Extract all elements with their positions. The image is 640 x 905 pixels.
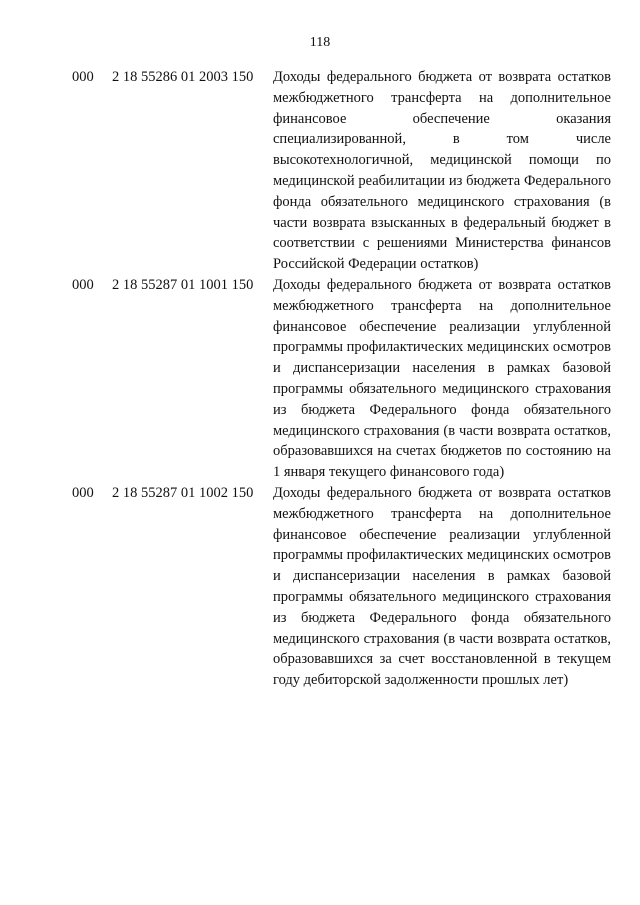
administrator-code: 000 xyxy=(72,484,94,501)
budget-code-table xyxy=(0,67,640,691)
income-description: Доходы федерального бюджета от возврата остатков межбюджетного трансферта на дополнительное финансовое обеспечение оказания специализированной, в том числе высокотехнологичной, медицинской помощи по медицинской реабилитации из бюджета Федерального фонда обязательного медицинского страхования (в части возврата взысканных в федеральный бюджет в соответствии с решениями Министерства финансов Российской Федерации остатков) xyxy=(273,69,611,273)
administrator-code: 000 xyxy=(72,69,94,85)
income-description: Доходы федерального бюджета от возврата остатков межбюджетного трансферта на дополнительное финансовое обеспечение реализации углубленной программы профилактических медицинских осмотров и диспансеризации населения в рамках базовой программы обязательного медицинского страхования из бюджета Федерального фонда обязательного медицинского страхования (в части возврата остатков, образовавшихся на счетах бюджетов по состоянию на 1 января текущего финансового года) xyxy=(273,276,611,481)
table-row xyxy=(0,67,640,275)
table-row xyxy=(0,275,640,483)
classification-code: 2 18 55287 01 1002 150 xyxy=(112,484,254,501)
classification-code: 2 18 55287 01 1001 150 xyxy=(112,276,254,293)
table-row xyxy=(0,483,640,691)
classification-code: 2 18 55286 01 2003 150 xyxy=(112,69,254,85)
administrator-code: 000 xyxy=(72,276,94,293)
income-description: Доходы федерального бюджета от возврата остатков межбюджетного трансферта на дополнительное финансовое обеспечение реализации углубленной программы профилактических медицинских осмотров и диспансеризации населения в рамках базовой программы обязательного медицинского страхования из бюджета Федерального фонда обязательного медицинского страхования (в части возврата остатков, образовавшихся за счет восстановленной в текущем году дебиторской задолженности прошлых лет) xyxy=(273,484,611,689)
page-number: 118 xyxy=(309,35,331,50)
